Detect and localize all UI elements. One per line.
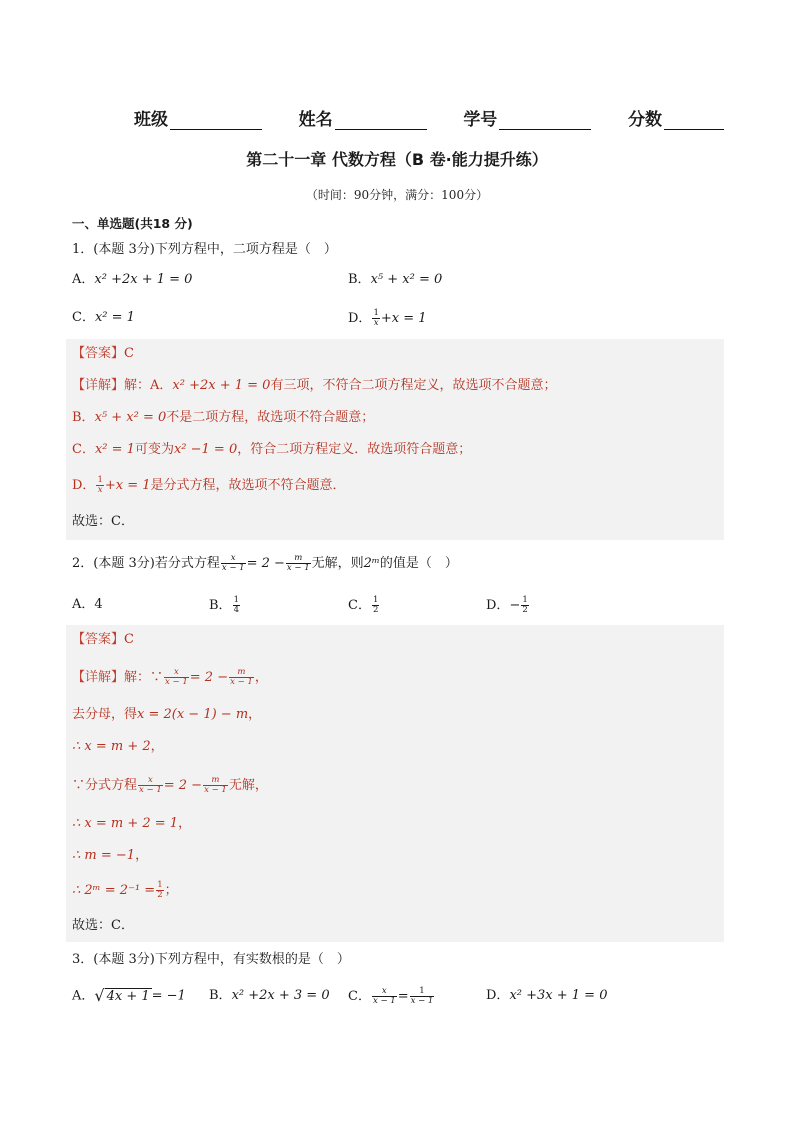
fraction: $\frac{1}{x}$ [373, 308, 379, 328]
q2-detail-line-6: ∴ m = −1， [72, 848, 149, 863]
q3-option-b[interactable]: B．x² +2x + 3 = 0 [209, 988, 330, 1003]
fraction: $\frac{x}{x - 1}$ [139, 775, 162, 795]
page-title: 第二十一章 代数方程（B 卷·能力提升练） [246, 150, 548, 169]
score-blank[interactable] [664, 111, 724, 130]
fraction: $\frac{1}{x - 1}$ [410, 986, 434, 1006]
score-label: 分数 [627, 110, 662, 130]
class-field [134, 105, 262, 130]
q1-answer-box [66, 339, 724, 540]
q2-detail-line-1: 【详解】解：∵ $\frac{x}{x - 1}$ = 2 − $\frac{m}{x - 1}$ ， [72, 667, 268, 687]
fraction: $\frac{1}{4}$ [233, 595, 239, 615]
class-blank[interactable] [170, 111, 262, 130]
q2-detail-line-3: ∴ x = m + 2， [72, 739, 164, 754]
q1-option-d[interactable]: D． $\frac{1}{x}$ +x = 1 [348, 308, 427, 328]
fraction: $\frac{1}{2}$ [522, 595, 528, 615]
q1-conclusion: 故选：C． [72, 514, 134, 529]
q3-stem: 3．(本题 3分)下列方程中，有实数根的是（ ） [72, 952, 350, 967]
q3-option-d[interactable]: D．x² +3x + 1 = 0 [486, 988, 608, 1003]
q2-detail-line-5: ∴ x = m + 2 = 1， [72, 816, 192, 831]
q1-option-b[interactable]: B．x⁵ + x² = 0 [348, 272, 443, 287]
q1-detail-line-1: 【详解】解：A．x² +2x + 1 = 0有三项，不符合二项方程定义，故选项不合题意； [72, 378, 557, 393]
fraction: $\frac{m}{x - 1}$ [230, 667, 253, 687]
q2-option-d[interactable]: D．− $\frac{1}{2}$ [486, 595, 528, 615]
q2-option-a[interactable]: A．4 [72, 597, 103, 612]
section-heading: 一、单选题(共18 分) [72, 216, 193, 231]
name-label: 姓名 [298, 110, 333, 130]
q2-option-b[interactable]: B． $\frac{1}{4}$ [209, 595, 239, 615]
fraction: $\frac{m}{x - 1}$ [204, 775, 227, 795]
q2-detail-line-7: ∴ 2ᵐ = 2⁻¹ = $\frac{1}{2}$ ； [72, 880, 178, 900]
q3-option-a[interactable]: A． √ 4x + 1 = −1 [72, 986, 186, 1005]
q1-detail-line-2: B．x⁵ + x² = 0不是二项方程，故选项不符合题意； [72, 410, 375, 425]
q2-answer: 【答案】C [72, 632, 134, 647]
q1-option-c[interactable]: C．x² = 1 [72, 310, 135, 325]
q3-option-c[interactable]: C． $\frac{x}{x - 1}$ = $\frac{1}{x - 1}$ [348, 986, 434, 1006]
fraction: $\frac{m}{x - 1}$ [286, 553, 310, 573]
q1-option-a[interactable]: A．x² +2x + 1 = 0 [72, 272, 193, 287]
q1-stem: 1．(本题 3分)下列方程中，二项方程是（ ） [72, 242, 337, 257]
q2-conclusion: 故选：C． [72, 918, 134, 933]
class-label: 班级 [134, 110, 168, 130]
fraction: $\frac{x}{x - 1}$ [372, 986, 396, 1006]
square-root: √ 4x + 1 [94, 986, 150, 1005]
q2-answer-box [66, 625, 724, 942]
id-field [463, 105, 591, 130]
name-blank[interactable] [335, 111, 427, 130]
q2-detail-line-4: ∵分式方程 $\frac{x}{x - 1}$ = 2 − $\frac{m}{x - 1}$ 无解， [72, 775, 268, 795]
score-field [628, 105, 724, 130]
q1-detail-line-3: C．x² = 1可变为x² −1 = 0，符合二项方程定义．故选项符合题意； [72, 442, 472, 457]
q2-detail-line-2: 去分母，得x = 2(x − 1) − m， [72, 707, 262, 722]
name-field [299, 105, 427, 130]
q2-option-c[interactable]: C． $\frac{1}{2}$ [348, 595, 379, 615]
page-subtitle: （时间：90分钟，满分：100分） [305, 188, 489, 202]
id-blank[interactable] [499, 111, 591, 130]
q1-answer: 【答案】C [72, 346, 134, 361]
fraction: $\frac{1}{x}$ [97, 475, 103, 495]
fraction: $\frac{1}{2}$ [157, 880, 163, 900]
q1-detail-line-4: D． $\frac{1}{x}$ +x = 1是分式方程，故选项不符合题意． [72, 475, 346, 495]
q2-stem: 2．(本题 3分)若分式方程 $\frac{x}{x - 1}$ = 2 − $\frac{m}{x - 1}$ 无解，则2ᵐ的值是（ ） [72, 553, 458, 573]
student-info-row [134, 104, 724, 130]
fraction: $\frac{1}{2}$ [372, 595, 379, 615]
id-label: 学号 [463, 110, 498, 130]
fraction: $\frac{x}{x - 1}$ [221, 553, 245, 573]
fraction: $\frac{x}{x - 1}$ [165, 667, 188, 687]
